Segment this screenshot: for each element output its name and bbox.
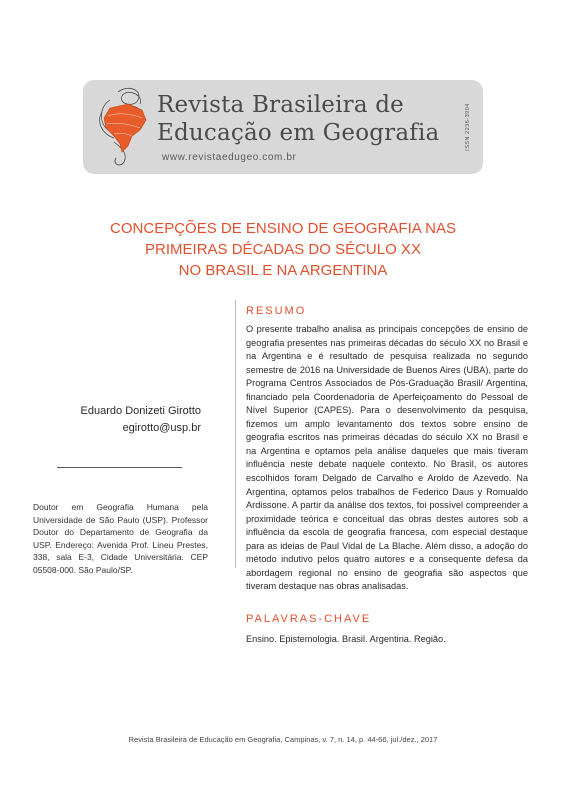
journal-url: www.revistaedugeo.com.br xyxy=(162,152,297,163)
abstract-text: O presente trabalho analisa as principais concepções de ensino de geografia presentes nas primeiras décadas do século XX no Brasil e na Argentina e é resultado de pesquisa realizada no segundo semestre de 2016 na Universidade de Buenos Aires (UBA), parte do Programa Centros Associados de Pós-Graduação Brasil/ Argentina, financiado pela Coordenadoria de Aperfeiçoamento do Pessoal de Nível Superior (CAPES). Para o desenvolvimento da pesquisa, fizemos um amplo levantamento dos textos sobre ensino de geografia escritos nas primeiras décadas do século XX no Brasil e na Argentina e optamos pela análise daqueles que mais tiveram influência neste debate naquele contexto. No Brasil, os autores escolhidos foram Delgado de Carvalho e Aroldo de Azevedo. Na Argentina, optamos pelos trabalhos de Federico Daus y Romualdo Ardissone. A partir da análise dos textos, foi possível compreender a proximidade teórica e conceitual das obras destes autores sob a influência da escola de geografia francesa, com especial destaque para as ideias de Paul Vidal de La Blache. Além disso, a adoção do método indutivo pelos quatro autores e a consequente defesa da abordagem regional no ensino de geografia são aspectos que tiveram destaque nas obras analisadas. xyxy=(246,324,528,592)
author-name: Eduardo Donizeti Girotto xyxy=(80,405,201,417)
author-email: egirotto@usp.br xyxy=(122,422,201,434)
journal-logo xyxy=(88,82,160,172)
journal-name-line1: Revista Brasileira de xyxy=(157,92,404,118)
journal-name-line2: Educação em Geografia xyxy=(157,120,440,146)
issn-label: ISSN 2236-3904 xyxy=(465,103,471,151)
article-title xyxy=(60,218,506,281)
keywords-text: Ensino. Epistemologia. Brasil. Argentina. Região. xyxy=(246,634,446,644)
article-title-line: PRIMEIRAS DÉCADAS DO SÉCULO XX xyxy=(145,241,421,258)
author-affiliation: Doutor em Geografia Humana pela Universidade de São Paulo (USP). Professor Doutor do Departamento de Geografia da USP. Endereço: Avenida Prof. Lineu Prestes, 338, sala E-3, Cidade Universitária. CEP 05508-000. São Paulo/SP. xyxy=(33,502,208,575)
column-divider xyxy=(235,300,236,568)
footer-citation: Revista Brasileira de Educação em Geografia, Campinas, v. 7, n. 14, p. 44-66, jul./dez., 2017 xyxy=(128,735,438,744)
article-title-line: CONCEPÇÕES DE ENSINO DE GEOGRAFIA NAS xyxy=(110,220,456,237)
abstract-heading: RESUMO xyxy=(246,305,307,317)
article-title-line: NO BRASIL E NA ARGENTINA xyxy=(178,262,388,279)
author-separator xyxy=(57,467,182,468)
keywords-heading: PALAVRAS-CHAVE xyxy=(246,613,372,625)
